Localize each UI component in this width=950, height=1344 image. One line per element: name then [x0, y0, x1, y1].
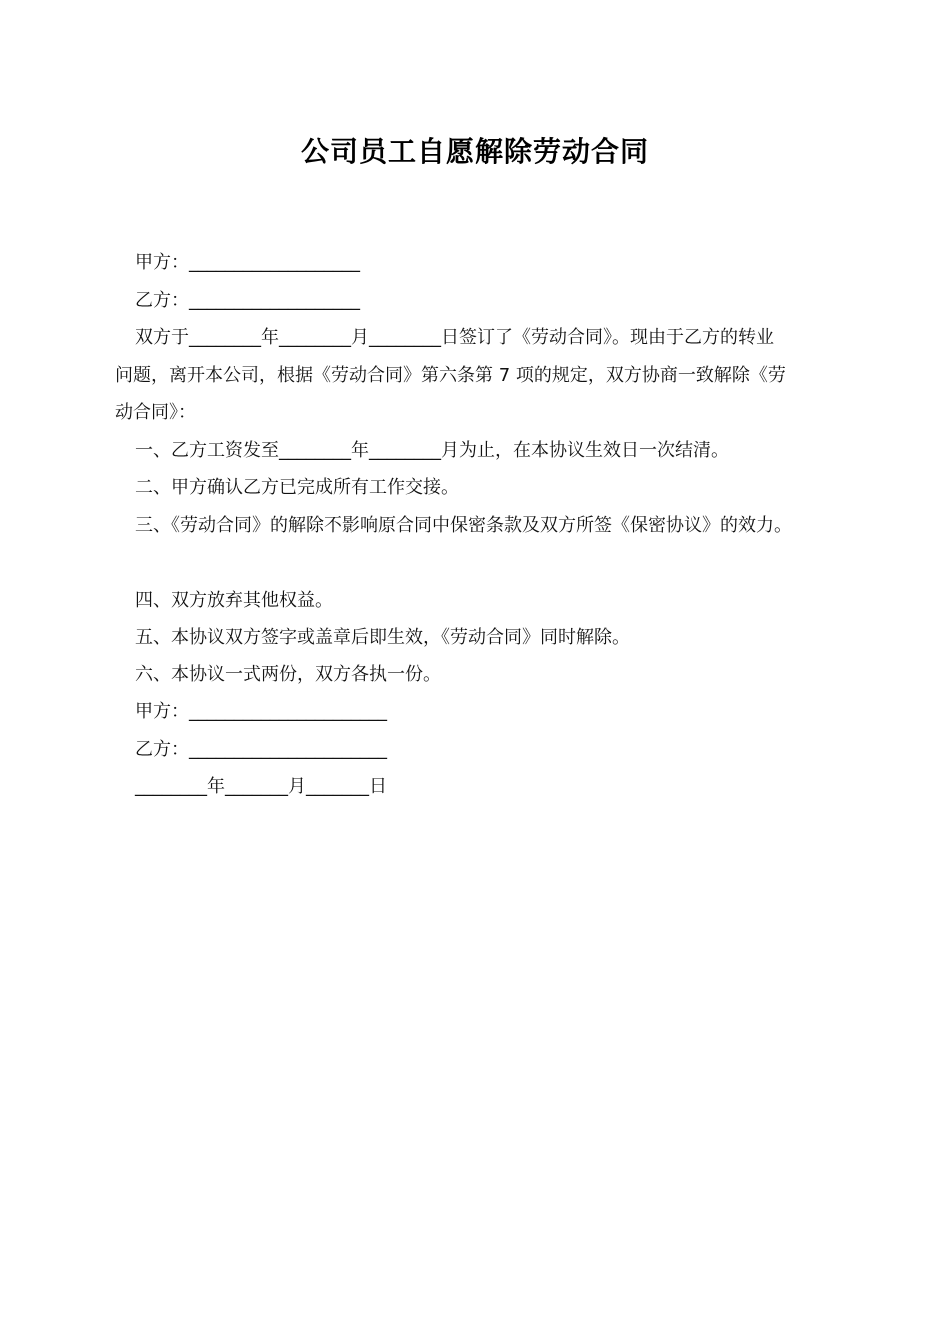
intro-paragraph-line-2: 问题，离开本公司，根据《劳动合同》第六条第 7 项的规定，双方协商一致解除《劳 [115, 365, 786, 386]
clause-3: 三、《劳动合同》的解除不影响原合同中保密条款及双方所签《保密协议》的效力。 [135, 515, 792, 536]
clause-5: 五、本协议双方签字或盖章后即生效，《劳动合同》同时解除。 [135, 627, 630, 648]
clause-2: 二、甲方确认乙方已完成所有工作交接。 [135, 477, 459, 498]
intro-paragraph-line-1: 双方于________年________月________日签订了《劳动合同》。现由于乙方的转业 [135, 327, 774, 348]
signature-date-line: ________年_______月_______日 [135, 776, 387, 797]
party-a-signature-line: 甲方：______________________ [135, 701, 387, 722]
party-b-signature-line: 乙方：______________________ [135, 739, 387, 760]
clause-4: 四、双方放弃其他权益。 [135, 590, 333, 611]
party-b-line: 乙方：___________________ [135, 290, 360, 311]
clause-6: 六、本协议一式两份，双方各执一份。 [135, 664, 441, 685]
party-a-line: 甲方：___________________ [135, 252, 360, 273]
document-title: 公司员工自愿解除劳动合同 [300, 135, 649, 168]
clause-1: 一、乙方工资发至________年________月为止，在本协议生效日一次结清。 [135, 440, 729, 461]
intro-paragraph-line-3: 动合同》： [115, 402, 196, 423]
